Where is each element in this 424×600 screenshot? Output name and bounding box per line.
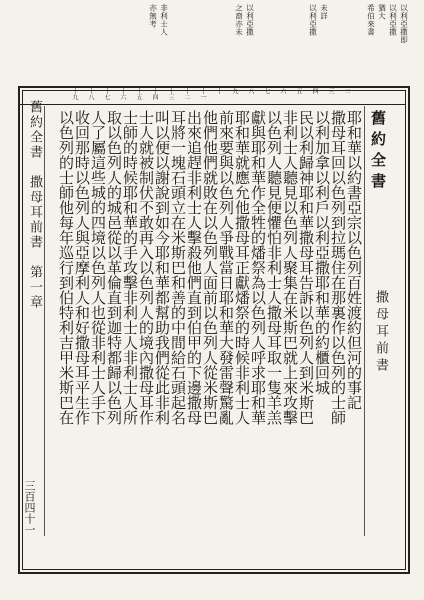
verse-number: 五 — [295, 88, 302, 94]
verse-number: 四 — [311, 88, 318, 94]
book-title: 舊約全書 — [369, 110, 387, 194]
running-title: 舊約全書 撒母耳前書 第一章 — [27, 100, 42, 310]
text-column: 出來追趕非利士人擊殺他們直到伯甲的下邊撒母 — [185, 110, 203, 425]
verse-number: 十四 — [151, 88, 158, 100]
column-rule — [364, 106, 365, 536]
text-column: 撒母耳回以色列到拉瑪住在那裏作以色列的士師 — [329, 110, 347, 425]
verse-number: 十七 — [103, 88, 110, 100]
header-note: 以利亞撒 — [388, 4, 398, 36]
text-column: 以色列人聽見便懼怕非利士人撒母耳取一隻羊羔 — [265, 110, 283, 425]
header-note: 亦無考 — [148, 4, 158, 28]
verse-number: 十一 — [199, 88, 206, 100]
text-column: 耳將一塊石頭立在米斯巴和善的中間給石頭起名 — [169, 110, 187, 425]
verse-number: 一 — [359, 88, 366, 94]
verse-number: 十五 — [135, 88, 142, 100]
verse-number: 三 — [327, 88, 334, 94]
text-column: 以利加拿以利戶以利亞撒耶和華的約櫃回城 — [313, 110, 331, 395]
header-note: 未詳 — [319, 4, 329, 20]
verse-number: 十八 — [87, 88, 94, 100]
verse-number: 二 — [343, 88, 350, 94]
verse-number: 六 — [279, 88, 286, 94]
header-note: 之裔亦未 — [234, 4, 244, 36]
text-column: 他們他們就敗在以色列人面前以色列人從米斯巴 — [201, 110, 219, 425]
verse-number: 十 — [215, 88, 222, 94]
text-column: 耶和華以約書亞宗以色列百姓渡約但河的事記 — [345, 110, 363, 410]
text-column: 收回那時以色列人與亞摩利人和好撒母耳平生作 — [73, 110, 91, 425]
text-column: 耶和華就應允他撒母耳正獻燔祭的時候非利士人 — [233, 110, 251, 425]
text-column: 取以色列人的城邑從以革倫直到迦特都歸以色列 — [105, 110, 123, 425]
verse-number: 十九 — [71, 88, 78, 100]
verse-number: 十六 — [119, 88, 126, 100]
text-column: 民以利歸神耶和華撒母耳告訴以色列人到米斯巴 — [297, 110, 315, 425]
text-column: 非利士人聽見以色列人聚集在米斯巴就上來攻擊 — [281, 110, 299, 425]
text-column: 以色列的士師他每年巡行到伯特利吉甲米斯巴在 — [57, 110, 75, 425]
column-rule — [44, 106, 45, 536]
book-subtitle: 撒母耳前書 — [373, 290, 388, 375]
header-note: 非利士人 — [159, 4, 169, 36]
verse-number: 八 — [247, 88, 254, 94]
text-column: 士人就被制伏不敢再入以色列人的境內撒母耳作 — [137, 110, 155, 425]
verse-number: 十三 — [167, 88, 174, 100]
page-number: 三百四十一 — [23, 480, 36, 535]
header-note: 以利亞撒 — [245, 4, 255, 36]
header-notes — [100, 4, 420, 74]
text-column: 叫以便以謝說到如今耶和華都幫助我們從此非利 — [153, 110, 171, 425]
header-note: 以利亞撒即 — [399, 4, 409, 44]
header-note: 以利亞撒 — [308, 4, 318, 36]
text-column: 士師的時候耶和華的手攻擊非利士人非利士人所 — [121, 110, 139, 425]
header-note: 希伯來書 — [366, 4, 376, 36]
verse-number: 十二 — [183, 88, 190, 100]
header-note: 猶大 — [377, 4, 387, 20]
verse-number: 七 — [263, 88, 270, 94]
text-column: 獻與耶和華作全牲的燔祭為以色列人呼求耶和華 — [249, 110, 267, 425]
text-column: 前來要與以色列人爭戰當日耶和華大發雷聲驚亂 — [217, 110, 235, 425]
text-column: 人了屬這些城的四境以色列人也從非利士人手下 — [89, 110, 107, 425]
verse-number-strip — [18, 86, 406, 105]
verse-number: 九 — [231, 88, 238, 94]
